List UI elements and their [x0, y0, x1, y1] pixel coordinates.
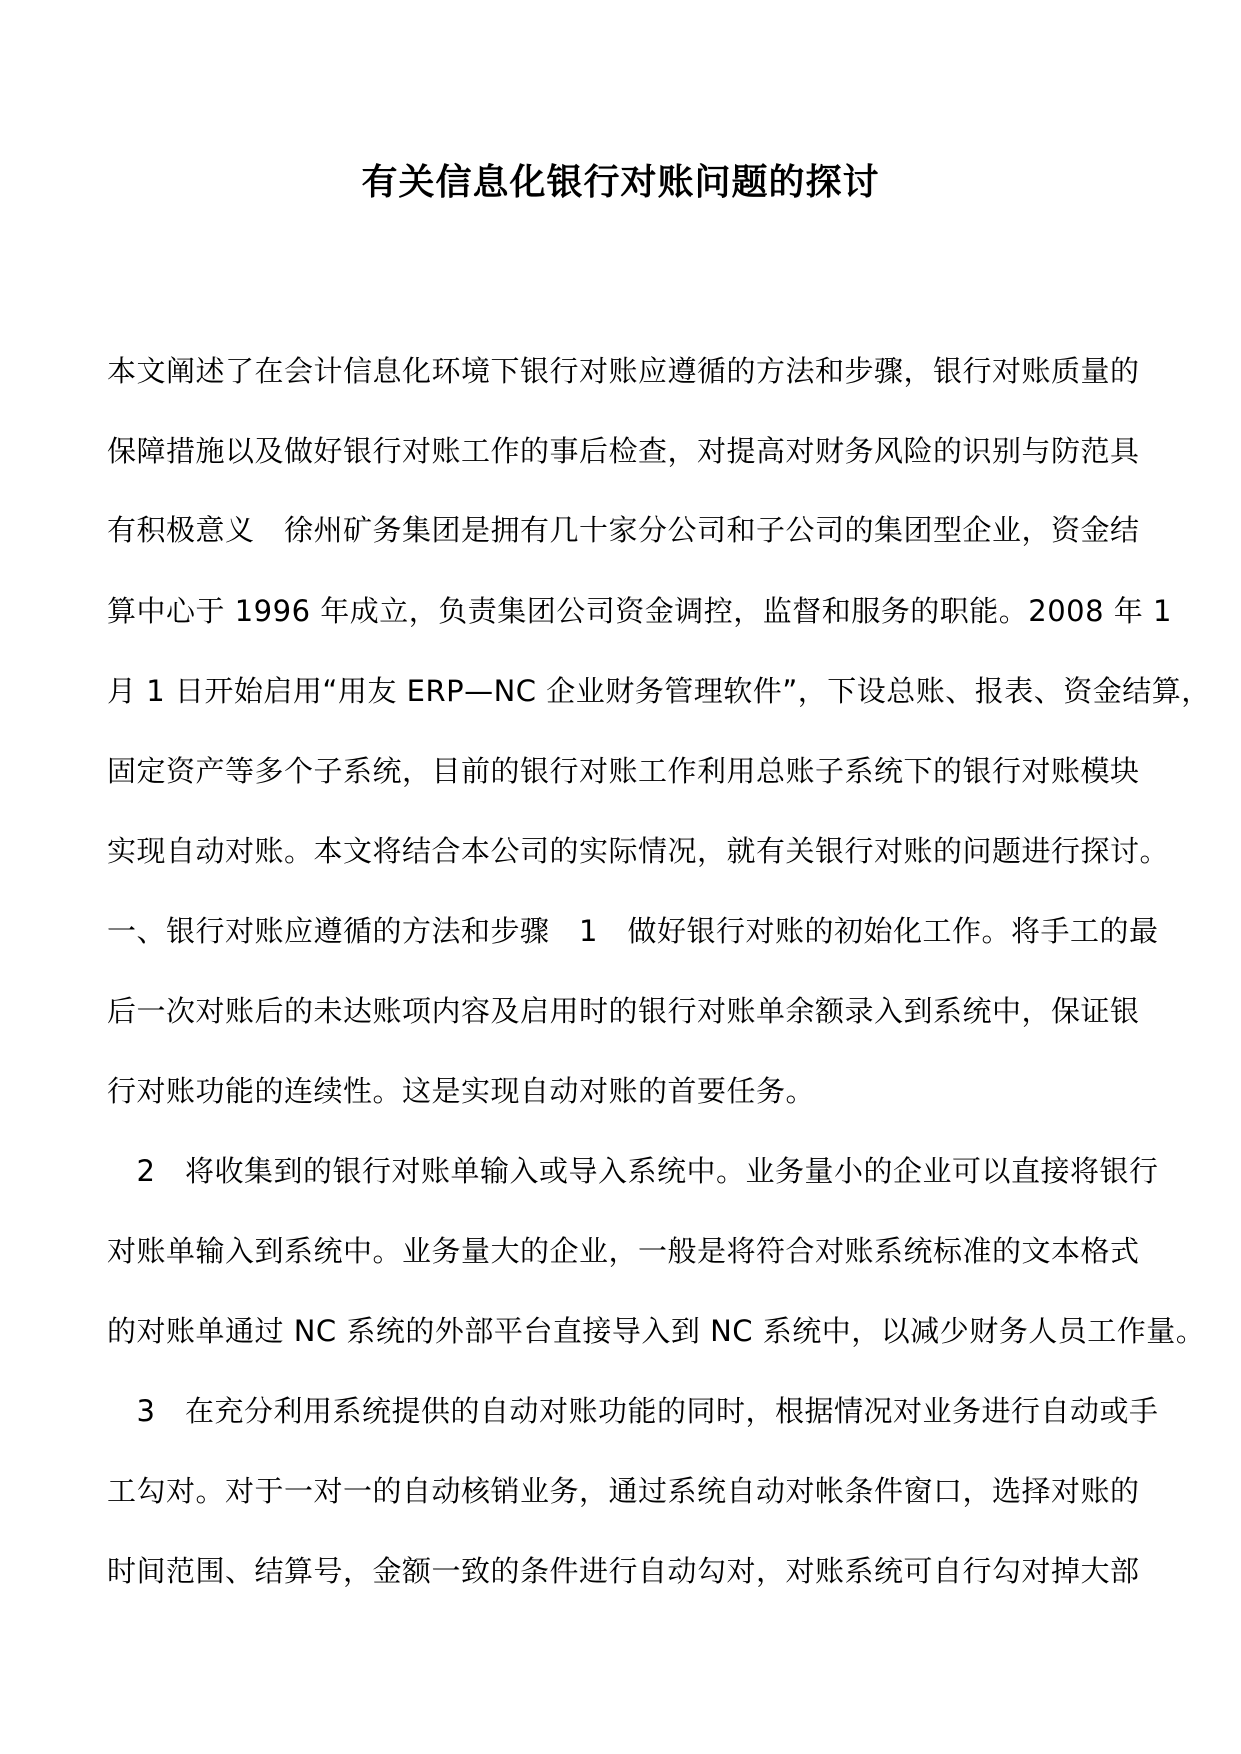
- body-text-line: 有积极意义 徐州矿务集团是拥有几十家分公司和子公司的集团型企业，资金结: [107, 513, 1140, 547]
- body-text-line: 2 将收集到的银行对账单输入或导入系统中。业务量小的企业可以直接将银行: [107, 1154, 1159, 1188]
- body-text-line: 算中心于 1996 年成立，负责集团公司资金调控，监督和服务的职能。2008 年 1: [107, 594, 1172, 628]
- body-text-line: 一、银行对账应遵循的方法和步骤 1 做好银行对账的初始化工作。将手工的最: [107, 914, 1159, 948]
- body-text-line: 本文阐述了在会计信息化环境下银行对账应遵循的方法和步骤，银行对账质量的: [107, 354, 1140, 388]
- body-text-line: 对账单输入到系统中。业务量大的企业，一般是将符合对账系统标准的文本格式: [107, 1234, 1140, 1268]
- body-text-line: 固定资产等多个子系统，目前的银行对账工作利用总账子系统下的银行对账模块: [107, 754, 1140, 788]
- body-text-line: 保障措施以及做好银行对账工作的事后检查，对提高对财务风险的识别与防范具: [107, 434, 1140, 468]
- body-text-line: 行对账功能的连续性。这是实现自动对账的首要任务。: [107, 1074, 816, 1108]
- body-text-line: 的对账单通过 NC 系统的外部平台直接导入到 NC 系统中，以减少财务人员工作量。: [107, 1314, 1206, 1348]
- body-text-line: 实现自动对账。本文将结合本公司的实际情况，就有关银行对账的问题进行探讨。: [107, 834, 1170, 868]
- body-text-line: 3 在充分利用系统提供的自动对账功能的同时，根据情况对业务进行自动或手: [107, 1394, 1159, 1428]
- body-text-line: 时间范围、结算号，金额一致的条件进行自动勾对，对账系统可自行勾对掉大部: [107, 1554, 1140, 1588]
- body-text-line: 后一次对账后的未达账项内容及启用时的银行对账单余额录入到系统中，保证银: [107, 994, 1140, 1028]
- body-text-line: 工勾对。对于一对一的自动核销业务，通过系统自动对帐条件窗口，选择对账的: [107, 1474, 1140, 1508]
- body-text-line: 月 1 日开始启用“用友 ERP—NC 企业财务管理软件”，下设总账、报表、资金结算，: [107, 674, 1211, 708]
- document-title: 有关信息化银行对账问题的探讨: [361, 161, 880, 203]
